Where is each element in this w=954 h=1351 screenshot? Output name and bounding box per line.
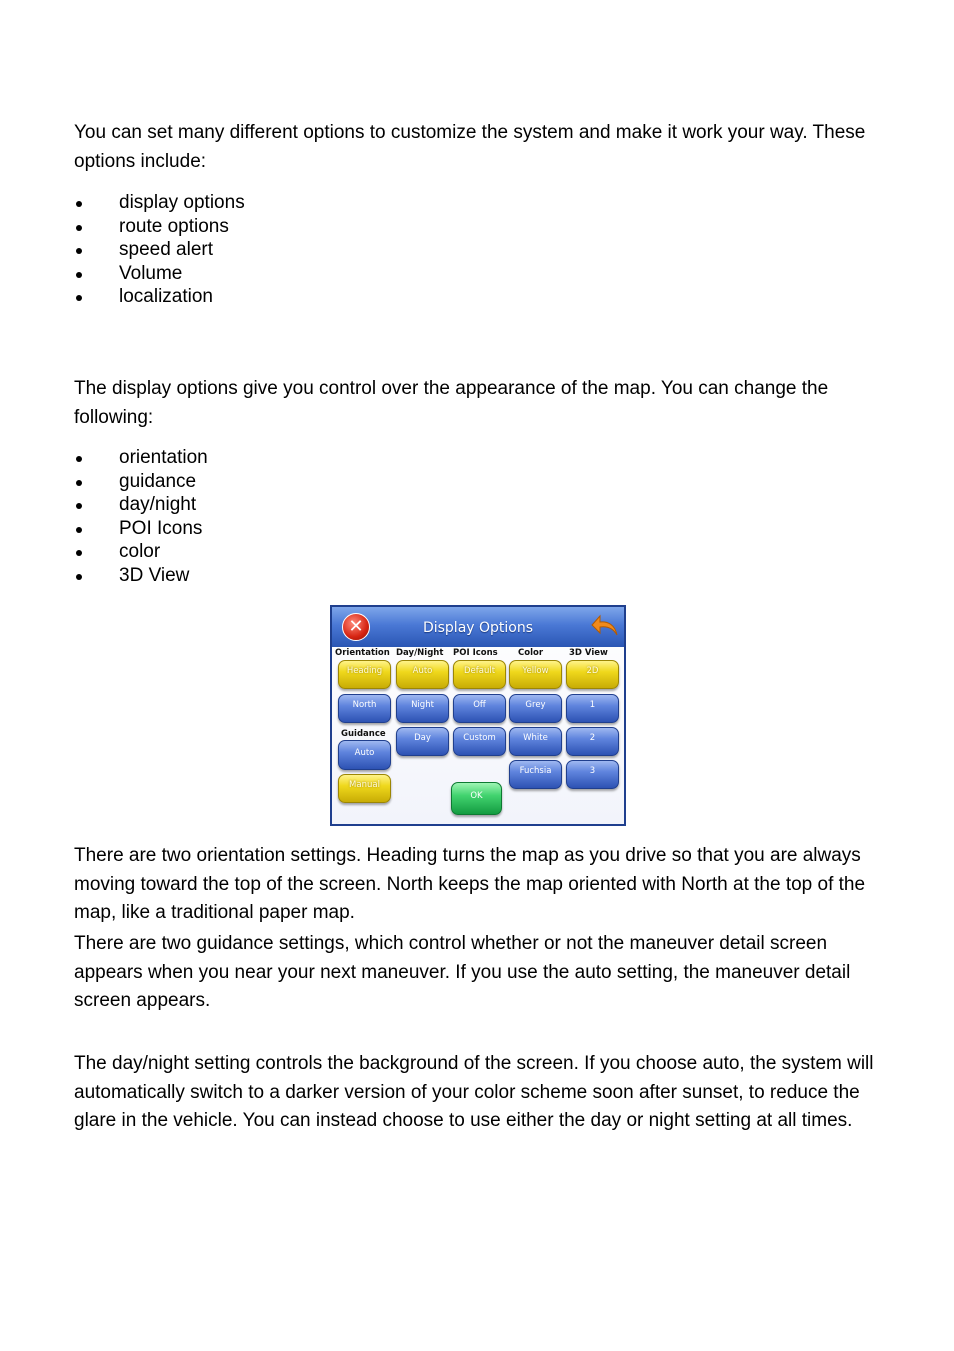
color-yellow-button[interactable]: Yellow xyxy=(509,660,562,689)
list-item: day/night xyxy=(74,493,208,517)
day-button[interactable]: Day xyxy=(396,727,449,756)
daynight-column-label: Day/Night xyxy=(396,648,444,658)
color-column-label: Color xyxy=(518,648,544,658)
view-2d-button[interactable]: 2D xyxy=(566,660,619,689)
night-button[interactable]: Night xyxy=(396,694,449,723)
guidance-label: Guidance xyxy=(341,729,386,739)
display-options-screenshot xyxy=(330,605,626,826)
poi-default-button[interactable]: Default xyxy=(453,660,506,689)
guidance-paragraph: There are two guidance settings, which control whether or not the maneuver detail screen appears when you near your next maneuver. If you use the auto setting, the maneuver detail screen appears. xyxy=(74,933,851,1011)
color-white-button[interactable]: White xyxy=(509,727,562,756)
list-item: orientation xyxy=(74,446,208,470)
display-options-paragraph: The display options give you control over the appearance of the map. You can change the following: xyxy=(74,378,829,428)
daynight-paragraph: The day/night setting controls the background of the screen. If you choose auto, the system will automatically switch to a darker version of your color scheme soon after sunset, to reduce the glare in the vehicle. You can instead choose to use either the day or night setting at all times. xyxy=(74,1053,874,1131)
poi-off-button[interactable]: Off xyxy=(453,694,506,723)
view-2-button[interactable]: 2 xyxy=(566,727,619,756)
day-night-auto-button[interactable]: Auto xyxy=(396,660,449,689)
intro-paragraph: You can set many different options to customize the system and make it work your way. These options include: xyxy=(74,122,866,172)
ok-button[interactable]: OK xyxy=(451,782,502,815)
heading-button[interactable]: Heading xyxy=(338,660,391,689)
list-item: localization xyxy=(74,285,245,309)
title-bar xyxy=(332,607,624,647)
color-fuchsia-button[interactable]: Fuchsia xyxy=(509,760,562,789)
list-item: display options xyxy=(74,191,245,215)
3d-view-column-label: 3D View xyxy=(569,648,608,658)
list-item: speed alert xyxy=(74,238,245,262)
list-item: 3D View xyxy=(74,564,208,588)
orientation-column-label: Orientation xyxy=(335,648,390,658)
options-list xyxy=(74,191,245,309)
list-item: color xyxy=(74,540,208,564)
close-icon[interactable]: ✕ xyxy=(342,613,370,641)
back-arrow-icon[interactable] xyxy=(590,613,620,639)
north-button[interactable]: North xyxy=(338,694,391,723)
orientation-paragraph: There are two orientation settings. Heading turns the map as you drive so that you are always moving toward the top of the screen. North keeps the map oriented with North at the top of the map, like a traditional paper map. xyxy=(74,845,866,923)
view-1-button[interactable]: 1 xyxy=(566,694,619,723)
display-options-list xyxy=(74,446,208,588)
screen-title: Display Options xyxy=(422,620,534,636)
list-item: route options xyxy=(74,215,245,239)
poi-custom-button[interactable]: Custom xyxy=(453,727,506,756)
guidance-auto-button[interactable]: Auto xyxy=(338,740,391,770)
list-item: POI Icons xyxy=(74,517,208,541)
view-3-button[interactable]: 3 xyxy=(566,760,619,789)
list-item: guidance xyxy=(74,470,208,494)
poi-icons-column-label: POI Icons xyxy=(453,648,498,658)
list-item: Volume xyxy=(74,262,245,286)
color-grey-button[interactable]: Grey xyxy=(509,694,562,723)
manual-button[interactable]: Manual xyxy=(338,774,391,803)
